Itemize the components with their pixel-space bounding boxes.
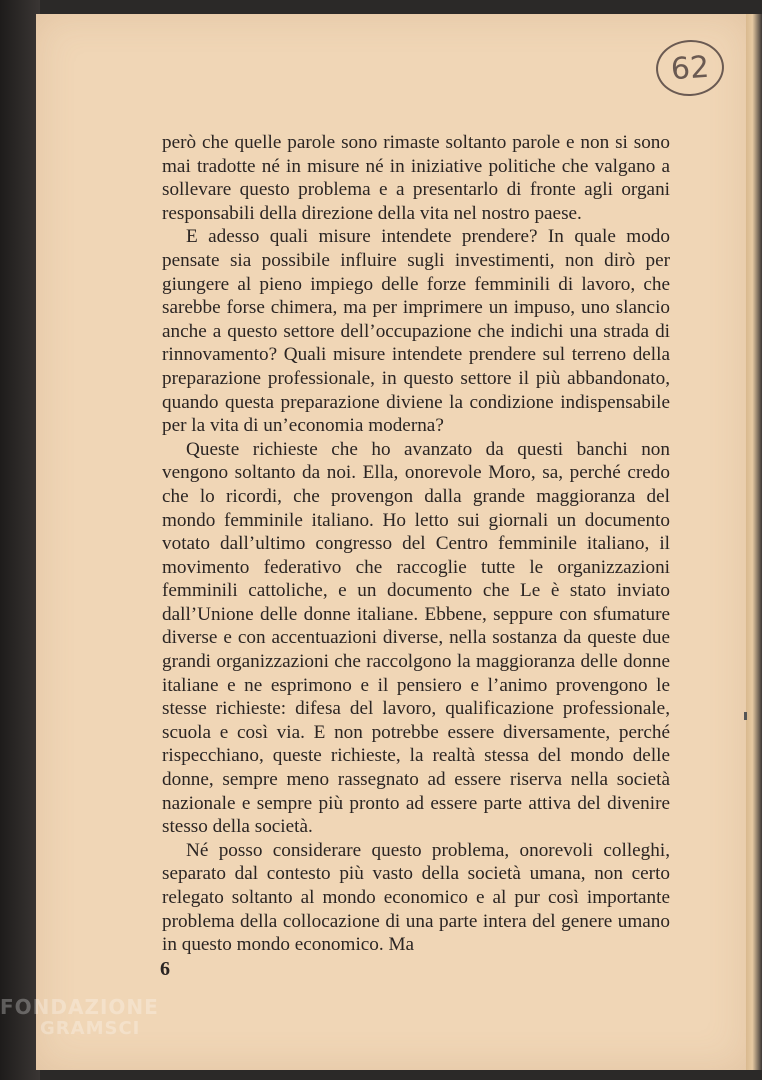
- paragraph-2: E adesso quali misure intendete prendere? In quale modo pensate sia possibile influire sugli investimenti, non dirò per giungere al pieno impiego delle forze femminili di lavoro, che sarebbe forse chimera, ma per imprimere un impuso, uno slancio anche a questo settore dell’occupazione che indichi una strada di rinnovamento? Quali misure intendete prendere sul terreno della preparazione professionale, in questo settore il più abbandonato, quando questa preparazione diviene la condizione indispensabile per la vita di un’economia moderna?: [162, 226, 670, 437]
- watermark-logo: [0, 996, 200, 1040]
- margin-mark: [744, 712, 747, 720]
- page-number: 6: [160, 958, 170, 980]
- paragraph-1: però che quelle parole sono rimaste soltanto parole e non si sono mai tradotte né in misure né in iniziative politiche che valgano a sollevare questo problema e a presentarlo di fronte agli organi responsabili della direzione della vita nel nostro paese.: [162, 132, 670, 224]
- body-text: [162, 131, 670, 957]
- watermark-line-2: GRAMSCI: [40, 1018, 141, 1039]
- paragraph-4: Né posso considerare questo problema, onorevoli colleghi, separato dal contesto più vasto della società umana, non certo relegato soltanto al mondo economico e al pur così importante problema della collocazione di una parte intera del genere umano in questo mondo economico. Ma: [162, 839, 670, 956]
- scan-background-left: [0, 0, 40, 1080]
- page-edge-right: [746, 14, 762, 1070]
- archive-folio-number: 62: [669, 49, 711, 87]
- paragraph-3: Queste richieste che ho avanzato da questi banchi non vengono soltanto da noi. Ella, onorevole Moro, sa, perché credo che lo ricordi, che provengon dalla grande maggioranza del mondo femminile italiano. Ho letto sui giornali un documento votato dall’ultimo congresso del Centro femminile italiano, il movimento federativo che raccoglie tutte le organizzazioni femminili cattoliche, e un documento che Le è stato inviato dall’Unione delle donne italiane. Ebbene, seppure con sfumature diverse e con accentuazioni diverse, nella sostanza da queste due grandi organizzazioni che raccolgono la maggioranza delle donne italiane e ne esprimono e il pensiero e l’animo provengono le stesse richieste: difesa del lavoro, qualificazione professionale, scuola e così via. E non potrebbe essere diversamente, perché rispecchiano, queste richieste, la realtà stessa del mondo delle donne, sempre meno rassegnato ad essere riserva nella società nazionale e sempre più pronto ad essere parte attiva del divenire stesso della società.: [162, 438, 670, 838]
- watermark-line-1: FONDAZIONE: [0, 995, 159, 1019]
